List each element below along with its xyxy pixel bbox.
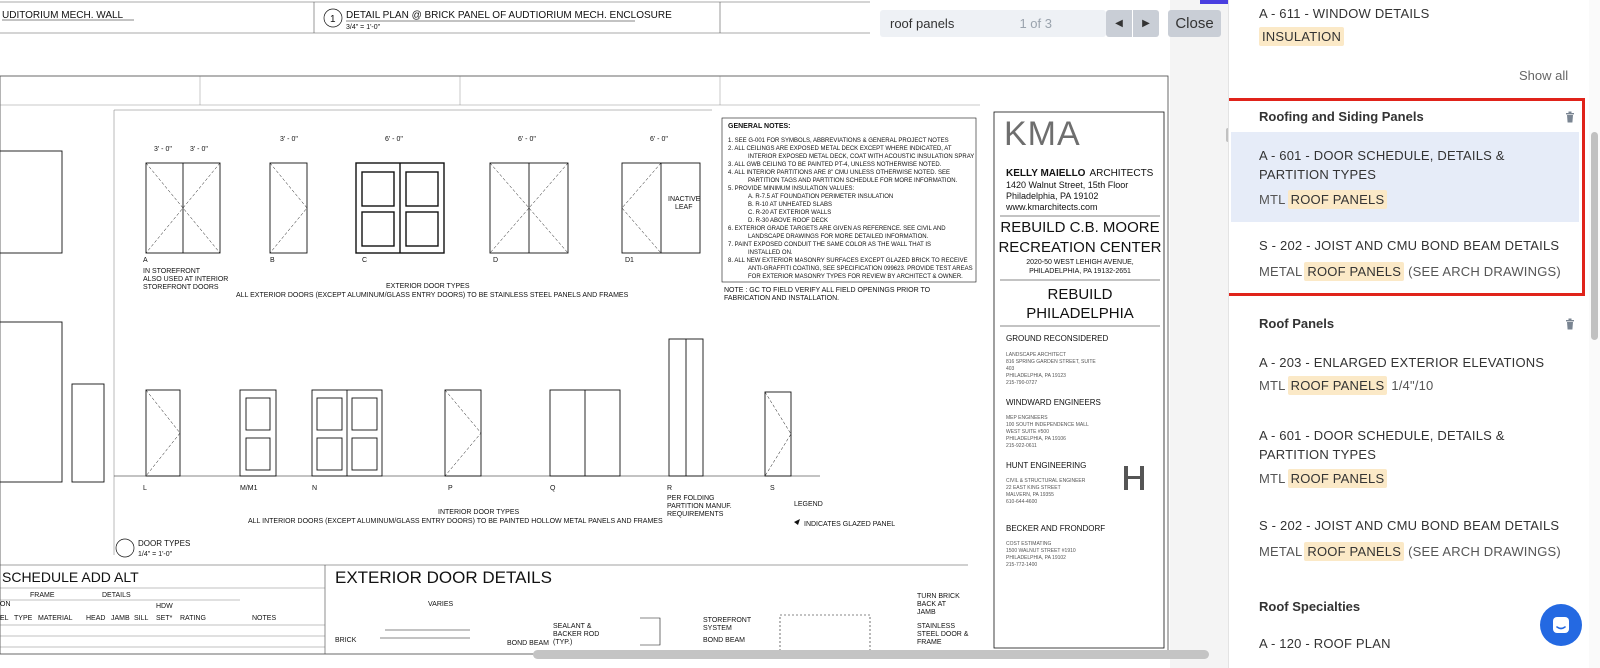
detail-number: 1 xyxy=(330,14,336,25)
svg-text:ANTI-GRAFFITI COATING, SEE SPE: ANTI-GRAFFITI COATING, SEE SPECIFICATION 099623. PROVIDE TEST AREAS xyxy=(748,266,973,272)
svg-text:B. R-10 AT UNHEATED SLABS: B. R-10 AT UNHEATED SLABS xyxy=(748,202,833,208)
trash-icon[interactable] xyxy=(1565,318,1575,330)
result-title[interactable]: A - 120 - ROOF PLAN xyxy=(1259,636,1391,651)
door-types-title: DOOR TYPES xyxy=(138,539,191,548)
result-title[interactable]: A - 601 - DOOR SCHEDULE, DETAILS & PARTITION TYPES xyxy=(1259,148,1505,182)
svg-text:4. ALL INTERIOR PARTITIONS ARE: 4. ALL INTERIOR PARTITIONS ARE 8" CMU UNLESS OTHERWISE NOTED. SEE xyxy=(728,170,950,176)
svg-text:A. R-7.5 AT FOUNDATION PERIMET: A. R-7.5 AT FOUNDATION PERIMETER INSULATION xyxy=(748,194,894,200)
previous-result-button[interactable] xyxy=(1106,10,1132,37)
svg-text:BOND BEAM: BOND BEAM xyxy=(703,637,746,644)
svg-text:(TYP.): (TYP.) xyxy=(553,639,573,646)
drawing-header-left: UDITORIUM MECH. WALL xyxy=(2,10,124,21)
svg-text:JAMB: JAMB xyxy=(917,609,936,616)
svg-text:7. PAINT EXPOSED CONDUIT THE S: 7. PAINT EXPOSED CONDUIT THE SAME COLOR AS THE WALL THAT IS xyxy=(728,242,932,248)
firm-website: www.kmarchitects.com xyxy=(1006,202,1098,212)
exterior-door-details-title: EXTERIOR DOOR DETAILS xyxy=(335,568,552,587)
chevron-right-icon: ▶ xyxy=(1142,18,1150,29)
svg-text:DETAILS: DETAILS xyxy=(102,592,131,599)
close-search-button[interactable]: Close xyxy=(1168,10,1221,37)
svg-text:3. ALL GWB CEILING TO BE PAINT: 3. ALL GWB CEILING TO BE PAINTED PT-4, UNLESS NOTHERWISE NOTED. xyxy=(728,162,942,168)
project-name-1: REBUILD C.B. MOORE xyxy=(1000,219,1160,236)
result-title[interactable]: A - 601 - DOOR SCHEDULE, DETAILS & PARTITION TYPES xyxy=(1259,428,1505,462)
svg-text:STOREFRONT: STOREFRONT xyxy=(703,617,752,624)
svg-text:N: N xyxy=(312,485,318,492)
result-hit[interactable]: METAL ROOF PANELS (SEE ARCH DRAWINGS) xyxy=(1259,544,1561,559)
field-note-line-1: NOTE : GC TO FIELD VERIFY ALL FIELD OPENINGS PRIOR TO xyxy=(724,287,931,294)
general-notes-title: GENERAL NOTES: xyxy=(728,123,791,130)
svg-text:CIVIL & STRUCTURAL ENGINEER: CIVIL & STRUCTURAL ENGINEER xyxy=(1006,478,1086,484)
group-title-roof-panels: Roof Panels xyxy=(1259,316,1335,331)
svg-text:VARIES: VARIES xyxy=(428,601,454,608)
svg-text:D. R-30 ABOVE ROOF DECK: D. R-30 ABOVE ROOF DECK xyxy=(748,218,829,224)
svg-text:PARTITION TAGS AND PARTITION S: PARTITION TAGS AND PARTITION SCHEDULE FOR MORE INFORMATION. xyxy=(748,178,958,184)
svg-text:TURN BRICK: TURN BRICK xyxy=(917,593,960,600)
group-title-roof-specialties: Roof Specialties xyxy=(1259,599,1361,614)
firm-address-2: Philadelphia, PA 19102 xyxy=(1006,191,1099,201)
result-title[interactable]: A - 203 - ENLARGED EXTERIOR ELEVATIONS xyxy=(1259,355,1545,370)
match-highlight: ROOF PANELS xyxy=(1304,262,1404,281)
annotation-highlight-box xyxy=(1228,98,1585,296)
svg-text:215-772-1400: 215-772-1400 xyxy=(1006,562,1038,568)
result-hit[interactable] xyxy=(1259,29,1346,44)
svg-text:215-922-0611: 215-922-0611 xyxy=(1006,443,1037,449)
svg-text:PHILADELPHIA, PA 19102: PHILADELPHIA, PA 19102 xyxy=(1006,555,1066,561)
show-all-link[interactable]: Show all xyxy=(1519,68,1569,83)
svg-text:COST ESTIMATING: COST ESTIMATING xyxy=(1006,541,1052,547)
result-hit[interactable]: MTL ROOF PANELS xyxy=(1259,471,1389,486)
svg-text:MALVERN, PA 19355: MALVERN, PA 19355 xyxy=(1006,492,1054,498)
match-highlight: ROOF PANELS xyxy=(1288,190,1388,209)
exterior-door-note: ALL EXTERIOR DOORS (EXCEPT ALUMINUM/GLASS ENTRY DOORS) TO BE STAINLESS STEEL PANELS AND FRAMES xyxy=(236,292,629,299)
svg-text:SYSTEM: SYSTEM xyxy=(703,625,732,632)
svg-text:MATERIAL: MATERIAL xyxy=(38,615,73,622)
svg-text:PER FOLDING: PER FOLDING xyxy=(667,495,715,502)
svg-text:SET*: SET* xyxy=(156,615,173,622)
svg-text:LANDSCAPE DRAWINGS FOR MORE DE: LANDSCAPE DRAWINGS FOR MORE DETAILED INFORMATION. xyxy=(748,234,929,240)
svg-text:B: B xyxy=(270,257,275,264)
svg-text:PHILADELPHIA, PA 19106: PHILADELPHIA, PA 19106 xyxy=(1006,436,1066,442)
match-highlight: ROOF PANELS xyxy=(1288,469,1388,488)
vertical-scrollbar-thumb[interactable] xyxy=(1591,132,1598,340)
svg-text:BECKER AND FRONDORF: BECKER AND FRONDORF xyxy=(1006,524,1106,533)
svg-text:A: A xyxy=(143,257,148,264)
result-hit[interactable]: METAL ROOF PANELS (SEE ARCH DRAWINGS) xyxy=(1259,264,1561,279)
svg-text:6' - 0": 6' - 0" xyxy=(650,136,668,143)
search-result-count: 1 of 3 xyxy=(1019,16,1052,31)
svg-text:JAMB: JAMB xyxy=(111,615,130,622)
svg-text:L: L xyxy=(143,485,147,492)
svg-text:LANDSCAPE ARCHITECT: LANDSCAPE ARCHITECT xyxy=(1006,352,1067,358)
svg-text:INACTIVE: INACTIVE xyxy=(668,196,701,203)
result-title[interactable]: S - 202 - JOIST AND CMU BOND BEAM DETAILS xyxy=(1259,518,1560,533)
svg-text:215-790-0727: 215-790-0727 xyxy=(1006,380,1038,386)
svg-text:INTERIOR EXPOSED METAL DECK, C: INTERIOR EXPOSED METAL DECK, COAT WITH ACOUSTIC INSULATION SPRAY xyxy=(748,154,975,160)
match-highlight: ROOF PANELS xyxy=(1304,542,1404,561)
svg-text:HUNT ENGINEERING: HUNT ENGINEERING xyxy=(1006,461,1087,470)
search-toolbar xyxy=(880,10,1220,37)
project-address-1: 2020-50 WEST LEHIGH AVENUE, xyxy=(1026,259,1134,266)
firm-address-1: 1420 Walnut Street, 15th Floor xyxy=(1006,180,1129,190)
detail-scale: 3/4" = 1'-0" xyxy=(346,24,381,31)
exterior-door-types-label: EXTERIOR DOOR TYPES xyxy=(386,283,470,290)
svg-text:3' - 0": 3' - 0" xyxy=(190,146,208,153)
svg-text:STEEL DOOR &: STEEL DOOR & xyxy=(917,631,969,638)
kma-logo: KMA xyxy=(1004,115,1081,153)
client-name-1: REBUILD xyxy=(1047,286,1113,303)
svg-text:MEP ENGINEERS: MEP ENGINEERS xyxy=(1006,415,1048,421)
svg-text:EL: EL xyxy=(0,615,9,622)
svg-text:BACKER ROD: BACKER ROD xyxy=(553,631,600,638)
svg-text:ON: ON xyxy=(0,601,11,608)
svg-text:BACK AT: BACK AT xyxy=(917,601,947,608)
door-types-scale: 1/4" = 1'-0" xyxy=(138,551,173,558)
group-title-roofing-siding: Roofing and Siding Panels xyxy=(1259,109,1424,124)
interior-door-note: ALL INTERIOR DOORS (EXCEPT ALUMINUM/GLASS ENTRY DOORS) TO BE PAINTED HOLLOW METAL PANELS AND FRAMES xyxy=(248,518,663,525)
svg-text:SEALANT &: SEALANT & xyxy=(553,623,592,630)
next-result-button[interactable] xyxy=(1133,10,1159,37)
schedule-title: SCHEDULE ADD ALT xyxy=(2,569,139,585)
svg-text:5. PROVIDE MINIMUM INSULATION: 5. PROVIDE MINIMUM INSULATION VALUES: xyxy=(728,186,855,192)
svg-text:FOR EXTERIOR MASONRY TYPES FOR: FOR EXTERIOR MASONRY TYPES FOR REVIEW BY ARCHITECT & OWNER. xyxy=(748,274,963,280)
chat-icon xyxy=(1551,615,1571,635)
result-title[interactable]: S - 202 - JOIST AND CMU BOND BEAM DETAILS xyxy=(1259,238,1560,253)
svg-text:6' - 0": 6' - 0" xyxy=(518,136,536,143)
svg-text:R: R xyxy=(667,485,673,492)
svg-text:GROUND RECONSIDERED: GROUND RECONSIDERED xyxy=(1006,334,1109,343)
svg-text:3' - 0": 3' - 0" xyxy=(280,136,298,143)
svg-text:BRICK: BRICK xyxy=(335,637,357,644)
chat-support-button[interactable] xyxy=(1540,604,1582,646)
svg-text:PARTITION MANUF.: PARTITION MANUF. xyxy=(667,503,732,510)
firm-name: KELLY MAIELLO ARCHITECTS xyxy=(1006,168,1154,179)
svg-text:FRAME: FRAME xyxy=(30,592,55,599)
svg-text:Q: Q xyxy=(550,485,556,492)
svg-text:TYPE: TYPE xyxy=(14,615,33,622)
svg-text:100 SOUTH INDEPENDENCE MALL: 100 SOUTH INDEPENDENCE MALL xyxy=(1006,422,1089,428)
svg-text:BOND BEAM: BOND BEAM xyxy=(507,640,550,647)
svg-text:FRAME: FRAME xyxy=(917,639,942,646)
svg-text:SILL: SILL xyxy=(134,615,149,622)
svg-text:HEAD: HEAD xyxy=(86,615,106,622)
svg-text:6. EXTERIOR GRADE TARGETS ARE: 6. EXTERIOR GRADE TARGETS ARE GIVEN AS REFERENCE. SEE CIVIL AND xyxy=(728,226,946,232)
svg-text:C: C xyxy=(362,257,368,264)
svg-text:RATING: RATING xyxy=(180,615,206,622)
svg-text:S: S xyxy=(770,485,775,492)
svg-text:816 SPRING GARDEN STREET, SUIT: 816 SPRING GARDEN STREET, SUITE xyxy=(1006,359,1096,365)
svg-text:3' - 0": 3' - 0" xyxy=(154,146,172,153)
detail-title: DETAIL PLAN @ BRICK PANEL OF AUDTIORIUM MECH. ENCLOSURE xyxy=(346,10,672,21)
search-results-sidebar xyxy=(1228,0,1600,668)
search-input[interactable] xyxy=(890,10,1040,37)
svg-text:P: P xyxy=(448,485,453,492)
svg-text:HDW: HDW xyxy=(156,603,173,610)
svg-text:IN STOREFRONT: IN STOREFRONT xyxy=(143,268,201,275)
svg-text:C. R-20 AT EXTERIOR WALLS: C. R-20 AT EXTERIOR WALLS xyxy=(748,210,832,216)
result-hit[interactable]: MTL ROOF PANELS xyxy=(1259,192,1389,207)
field-note-line-2: FABRICATION AND INSTALLATION. xyxy=(724,295,840,302)
svg-text:STOREFRONT DOORS: STOREFRONT DOORS xyxy=(143,284,219,291)
horizontal-scrollbar[interactable] xyxy=(533,650,1209,659)
svg-text:1500 WALNUT STREET #1910: 1500 WALNUT STREET #1910 xyxy=(1006,548,1076,554)
svg-text:6' - 0": 6' - 0" xyxy=(385,136,403,143)
svg-text:2. ALL CEILINGS ARE EXPOSED ME: 2. ALL CEILINGS ARE EXPOSED METAL DECK EXCEPT WHERE INDICATED, AT xyxy=(728,146,952,152)
svg-text:WEST SUITE #500: WEST SUITE #500 xyxy=(1006,429,1049,435)
search-box xyxy=(880,10,1106,37)
accent-strip xyxy=(1200,0,1228,4)
result-title[interactable]: A - 611 - WINDOW DETAILS xyxy=(1259,6,1430,21)
svg-text:NOTES: NOTES xyxy=(252,615,277,622)
svg-text:LEAF: LEAF xyxy=(675,204,693,211)
match-highlight: INSULATION xyxy=(1259,27,1344,46)
chevron-left-icon: ◀ xyxy=(1115,18,1123,29)
interior-door-types-label: INTERIOR DOOR TYPES xyxy=(438,509,520,516)
svg-text:1. SEE G-001 FOR SYMBOLS, ABBR: 1. SEE G-001 FOR SYMBOLS, ABBREVIATIONS & GENERAL PROJECT NOTES xyxy=(728,138,949,144)
svg-text:22 EAST KING STREET: 22 EAST KING STREET xyxy=(1006,485,1061,491)
svg-text:8. ALL NEW EXTERIOR MASONRY SU: 8. ALL NEW EXTERIOR MASONRY SURFACES EXCEPT GLAZED BRICK TO RECEIVE xyxy=(728,258,968,264)
svg-text:REQUIREMENTS: REQUIREMENTS xyxy=(667,511,724,518)
client-name-2: PHILADELPHIA xyxy=(1026,305,1134,322)
svg-text:M/M1: M/M1 xyxy=(240,485,258,492)
legend-title: LEGEND xyxy=(794,501,823,508)
project-address-2: PHILADELPHIA, PA 19132-2651 xyxy=(1029,268,1131,275)
svg-text:403: 403 xyxy=(1006,366,1015,372)
match-highlight: ROOF PANELS xyxy=(1288,376,1388,395)
svg-text:STAINLESS: STAINLESS xyxy=(917,623,955,630)
svg-text:D: D xyxy=(493,257,499,264)
result-hit[interactable]: MTL ROOF PANELS 1/4"/10 xyxy=(1259,378,1434,393)
svg-text:PHILADELPHIA, PA 19123: PHILADELPHIA, PA 19123 xyxy=(1006,373,1066,379)
legend-item: INDICATES GLAZED PANEL xyxy=(804,521,896,528)
svg-text:610-644-4600: 610-644-4600 xyxy=(1006,499,1038,505)
svg-text:D1: D1 xyxy=(625,257,634,264)
svg-text:WINDWARD ENGINEERS: WINDWARD ENGINEERS xyxy=(1006,398,1101,407)
svg-text:ALSO USED AT INTERIOR: ALSO USED AT INTERIOR xyxy=(143,276,229,283)
svg-text:INSTALLED ON.: INSTALLED ON. xyxy=(748,250,793,256)
project-name-2: RECREATION CENTER xyxy=(998,239,1162,256)
